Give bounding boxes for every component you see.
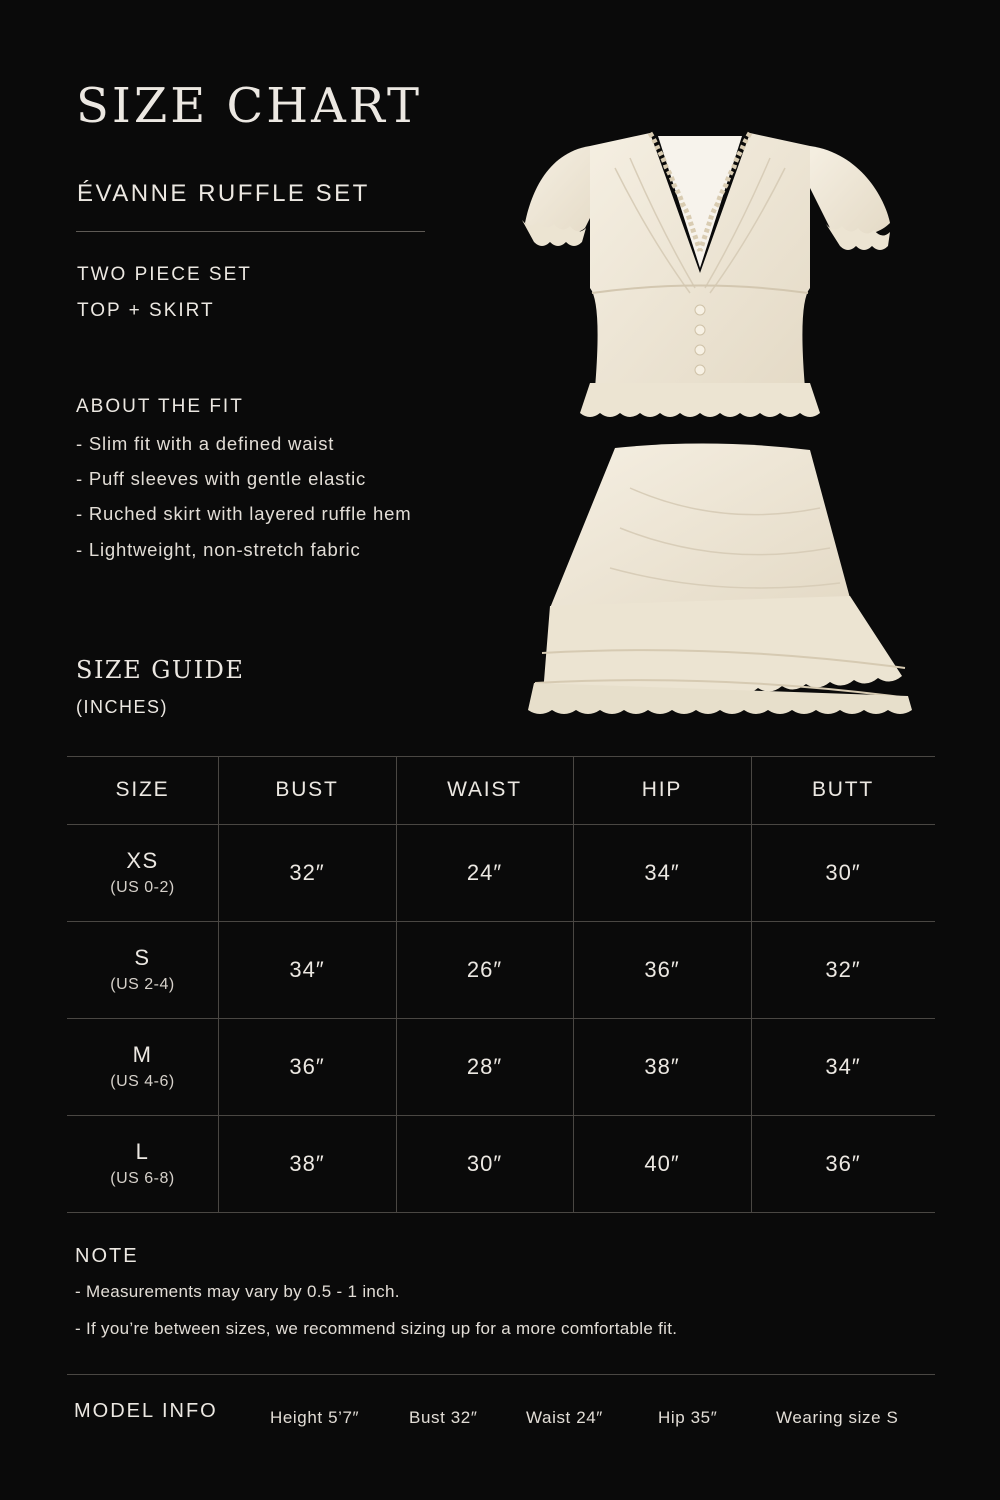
hip-value: 40″ <box>644 1150 680 1176</box>
model-waist: Waist 24″ <box>526 1408 603 1427</box>
size-guide-heading: SIZE GUIDE <box>76 656 245 684</box>
waist-value: 24″ <box>466 859 503 885</box>
table-row <box>67 824 935 921</box>
model-hip: Hip 35″ <box>658 1408 718 1427</box>
size-cell <box>67 824 218 921</box>
note-heading: NOTE <box>75 1245 139 1267</box>
butt-value: 30″ <box>825 859 861 885</box>
waist-value: 30″ <box>466 1150 503 1176</box>
model-height: Height 5’7″ <box>270 1408 360 1427</box>
model-bust: Bust 32″ <box>409 1408 478 1427</box>
butt-value: 36″ <box>825 1150 861 1176</box>
footer-divider <box>67 1374 935 1375</box>
waist-value: 28″ <box>466 1053 503 1079</box>
button <box>695 365 705 375</box>
hip-value: 36″ <box>644 956 680 982</box>
header-waist: WAIST <box>447 778 522 801</box>
bust-value: 38″ <box>289 1150 325 1176</box>
size-cell <box>67 1018 218 1115</box>
size-label: XS <box>126 847 159 873</box>
note-item: - Measurements may vary by 0.5 - 1 inch. <box>75 1282 400 1301</box>
model-wearing-size: Wearing size S <box>776 1408 899 1427</box>
top-garment <box>522 133 890 417</box>
button <box>695 345 705 355</box>
bust-value: 34″ <box>289 956 325 982</box>
fit-item: - Puff sleeves with gentle elastic <box>76 468 367 489</box>
size-cell <box>67 921 218 1018</box>
table-row <box>67 921 935 1018</box>
size-cell <box>67 1115 218 1212</box>
us-size: (US 4-6) <box>110 1072 175 1090</box>
table-row <box>67 1018 935 1115</box>
header-bust: BUST <box>275 778 339 801</box>
button <box>695 305 705 315</box>
skirt-garment <box>528 443 912 714</box>
fit-item: - Slim fit with a defined waist <box>76 433 335 454</box>
note-item: - If you’re between sizes, we recommend sizing up for a more comfortable fit. <box>75 1319 678 1338</box>
peplum-ruffle <box>580 383 820 417</box>
table-row <box>67 1115 935 1212</box>
us-size: (US 2-4) <box>110 975 175 993</box>
size-label: L <box>135 1138 150 1164</box>
size-label: S <box>134 944 151 970</box>
skirt-body <box>550 443 850 608</box>
header-hip: HIP <box>641 778 683 801</box>
header-size: SIZE <box>115 778 170 801</box>
butt-value: 32″ <box>825 956 861 982</box>
fit-item: - Ruched skirt with layered ruffle hem <box>76 503 412 524</box>
button <box>695 325 705 335</box>
size-guide-units: (INCHES) <box>76 697 168 717</box>
fit-item: - Lightweight, non-stretch fabric <box>76 539 361 560</box>
set-pieces: TOP + SKIRT <box>77 300 215 321</box>
title-divider <box>76 231 425 232</box>
butt-value: 34″ <box>825 1053 861 1079</box>
header-butt: BUTT <box>811 778 875 801</box>
garment-image <box>520 128 920 728</box>
product-name: ÉVANNE RUFFLE SET <box>77 180 370 207</box>
hip-value: 34″ <box>644 859 680 885</box>
bust-value: 32″ <box>289 859 325 885</box>
set-type: TWO PIECE SET <box>77 264 252 285</box>
us-size: (US 0-2) <box>110 878 175 896</box>
size-label: M <box>132 1041 153 1067</box>
us-size: (US 6-8) <box>110 1169 175 1187</box>
bust-value: 36″ <box>289 1053 325 1079</box>
model-info-heading: MODEL INFO <box>74 1400 218 1422</box>
page-title: SIZE CHART <box>76 78 423 134</box>
hip-value: 38″ <box>644 1053 680 1079</box>
waist-value: 26″ <box>466 956 503 982</box>
right-sleeve <box>810 146 890 236</box>
fit-heading: ABOUT THE FIT <box>76 396 244 417</box>
